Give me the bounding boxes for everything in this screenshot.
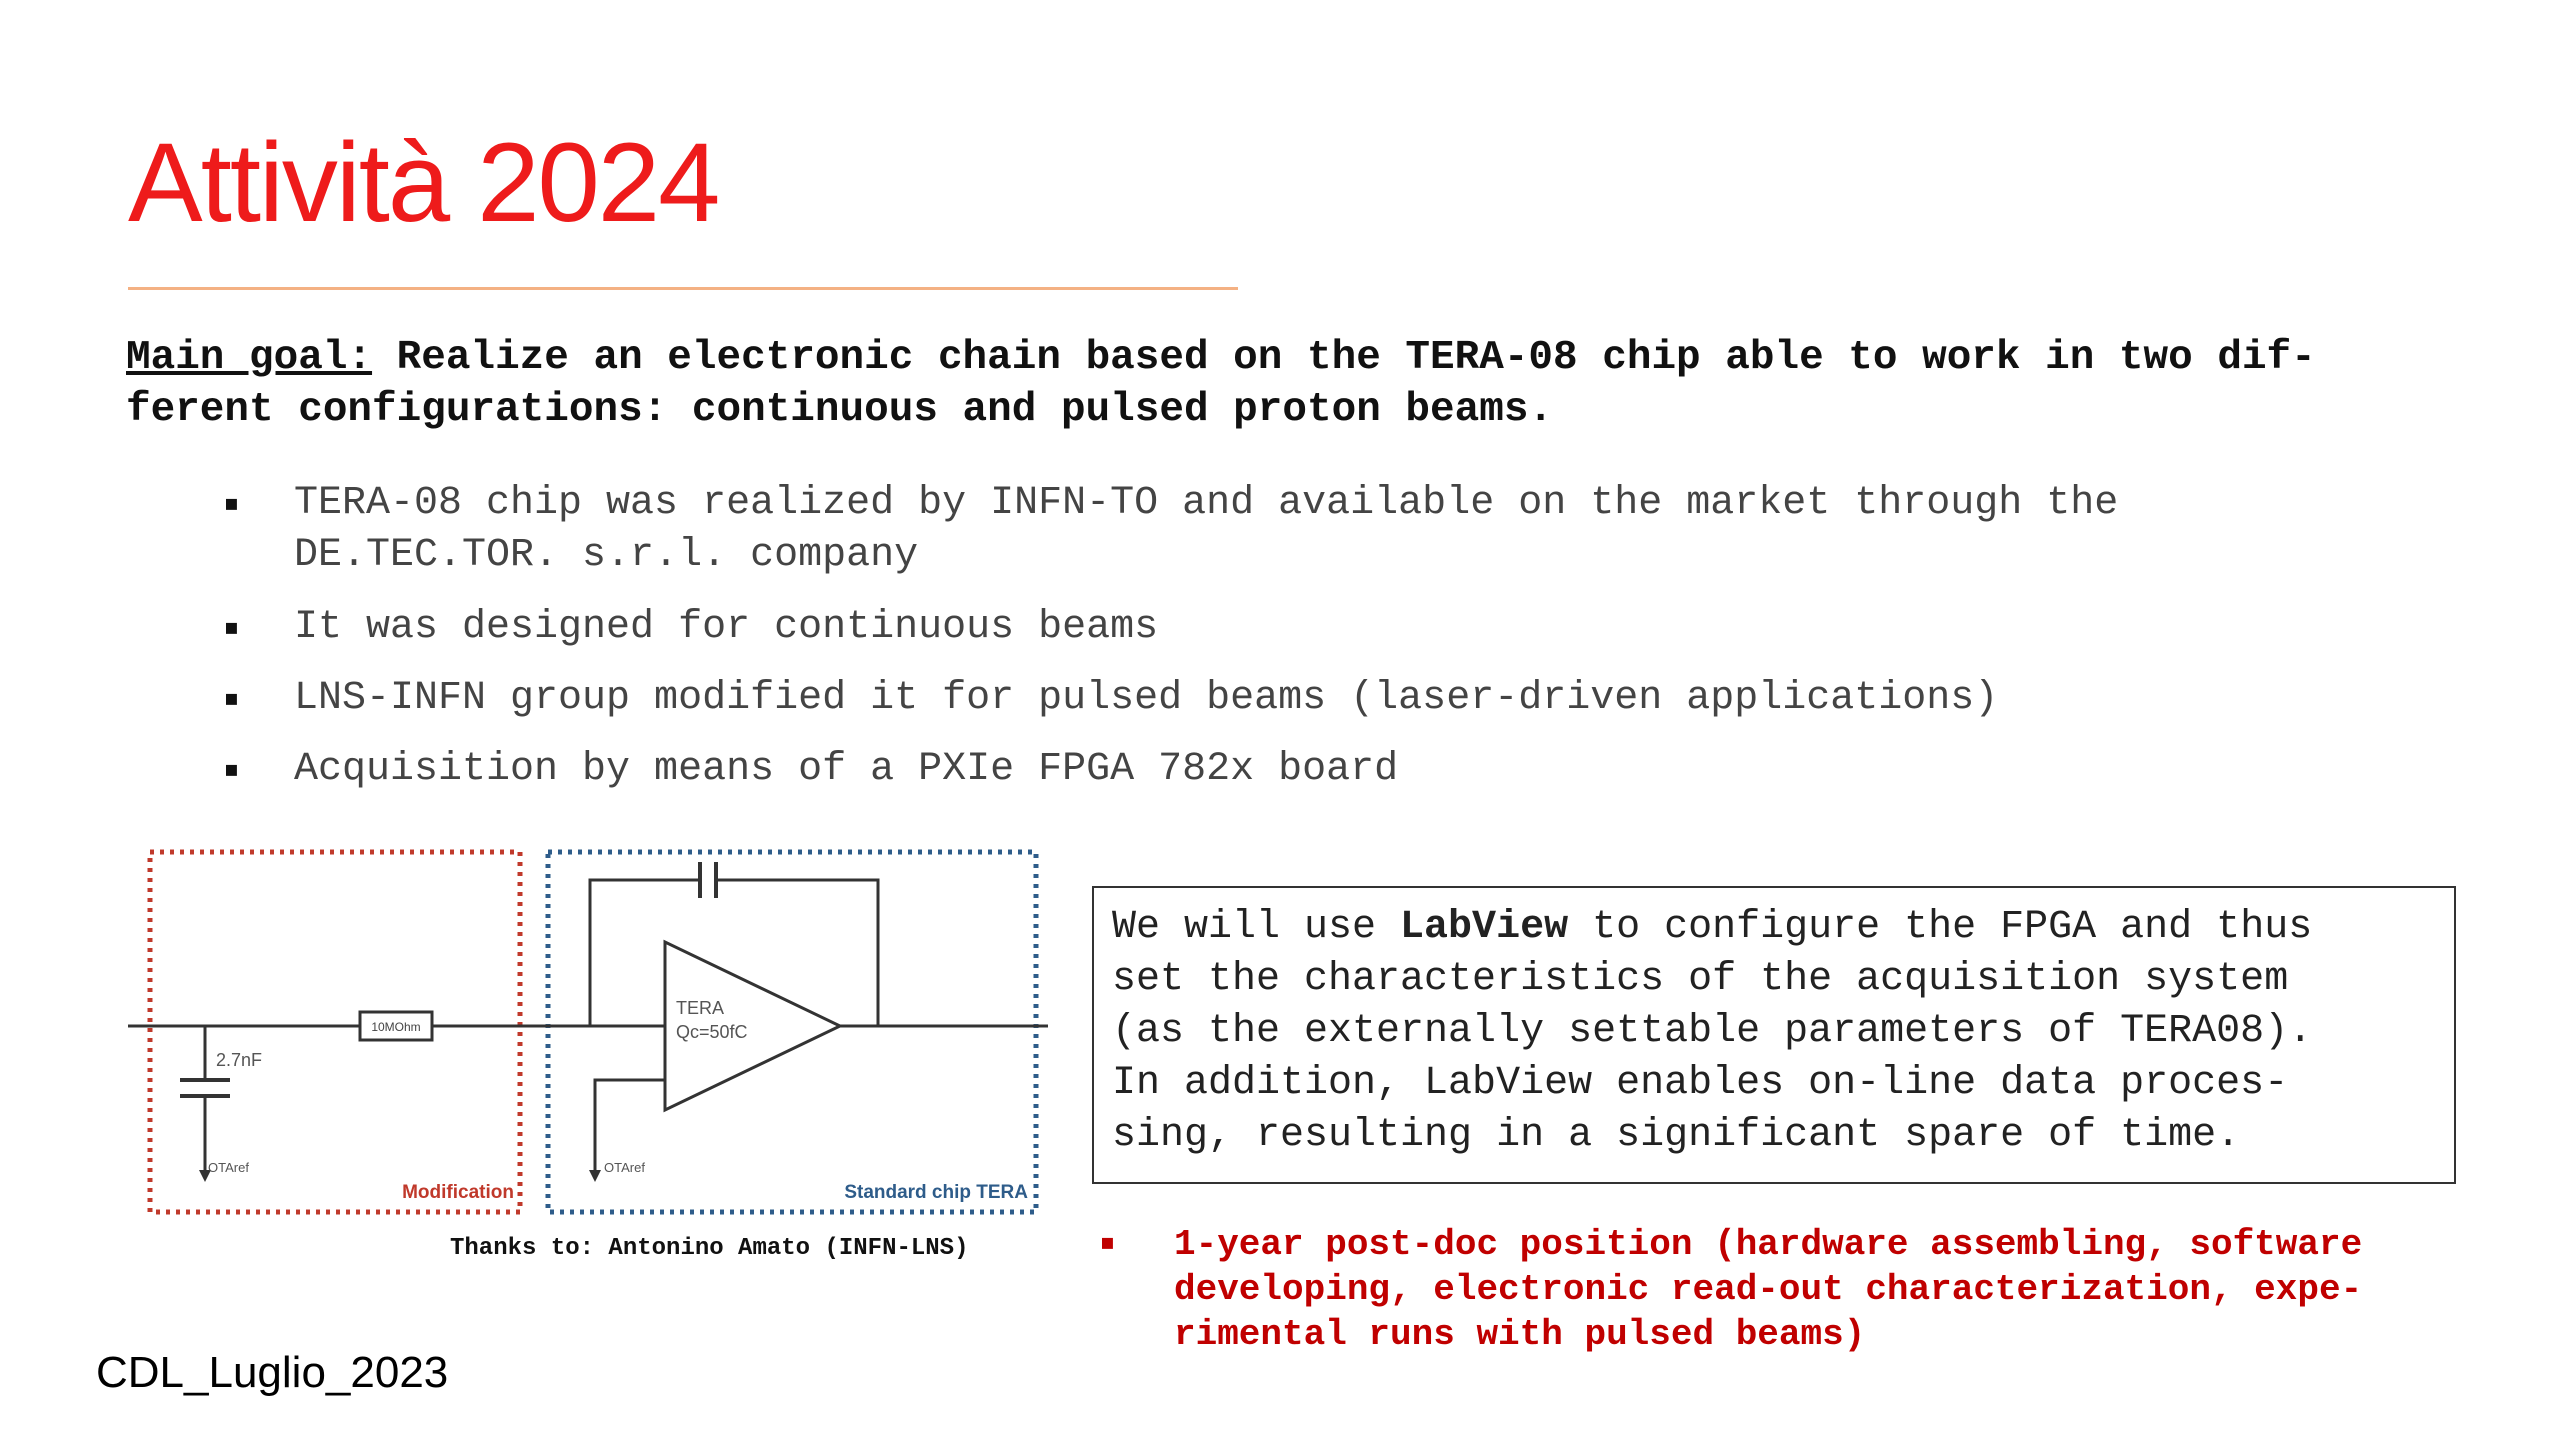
labview-line-2: set the characteristics of the acquisition system (1112, 957, 2289, 1002)
thanks-caption: Thanks to: Antonino Amato (INFN-LNS) (450, 1235, 969, 1262)
bullet-line: TERA-08 chip was realized by INFN-TO and available on the market through the (294, 481, 2119, 526)
bullet-marker: ▪ (224, 757, 239, 782)
postdoc-bullet-marker: ▪ (1100, 1230, 1115, 1255)
labview-line-1-pre: We will use (1112, 905, 1401, 950)
standard-chip-label: Standard chip TERA (844, 1182, 1028, 1203)
main-goal-text-1: Realize an electronic chain based on the TERA-08 chip able to work in two dif- (372, 335, 2316, 381)
bullet-text: LNS-INFN group modified it for pulsed beams (laser-driven applications) (294, 676, 1999, 721)
slide-title: Attività 2024 (128, 120, 719, 245)
reference-wire (595, 1080, 665, 1170)
postdoc-line-2: developing, electronic read-out characterization, expe- (1174, 1269, 2363, 1310)
labview-line-3: (as the externally settable parameters of TERA08). (1112, 1009, 2313, 1054)
main-goal-label: Main goal: (126, 335, 373, 381)
labview-line-5: sing, resulting in a significant spare of time. (1112, 1113, 2241, 1158)
footer-label: CDL_Luglio_2023 (96, 1348, 449, 1397)
labview-box (1092, 886, 2456, 1184)
main-goal-line-2: ferent configurations: continuous and pulsed proton beams. (126, 387, 1554, 433)
modification-label: Modification (402, 1182, 514, 1203)
title-underline (128, 287, 1238, 290)
labview-line-4: In addition, LabView enables on-line data proces- (1112, 1061, 2289, 1106)
postdoc-line-1: 1-year post-doc position (hardware assembling, software (1174, 1224, 2363, 1265)
bullet-marker: ▪ (224, 615, 239, 640)
bullet-marker: ▪ (224, 491, 239, 516)
labview-line-1-post: to configure the FPGA and thus (1568, 905, 2313, 950)
labview-keyword: LabView (1400, 905, 1569, 950)
otaref-right-label: OTAref (604, 1160, 645, 1175)
bullet-text (294, 478, 2118, 582)
arrow-down-icon (589, 1170, 601, 1182)
capacitor-label: 2.7nF (216, 1050, 263, 1070)
bullet-line: DE.TEC.TOR. s.r.l. company (294, 533, 919, 578)
main-goal (126, 332, 2436, 436)
labview-line-1 (1112, 902, 2312, 954)
bullet-marker: ▪ (224, 686, 239, 711)
bullet-text: Acquisition by means of a PXIe FPGA 782x board (294, 747, 1399, 792)
otaref-left-label: OTAref (208, 1160, 249, 1175)
resistor-label: 10MOhm (371, 1020, 421, 1034)
amplifier-label-2: Qc=50fC (676, 1022, 748, 1042)
postdoc-line-3: rimental runs with pulsed beams) (1174, 1314, 1866, 1355)
circuit-diagram (120, 840, 1060, 1230)
main-goal-line-1 (126, 332, 2436, 384)
amplifier-label-1: TERA (676, 998, 725, 1018)
bullet-text: It was designed for continuous beams (294, 605, 1159, 650)
